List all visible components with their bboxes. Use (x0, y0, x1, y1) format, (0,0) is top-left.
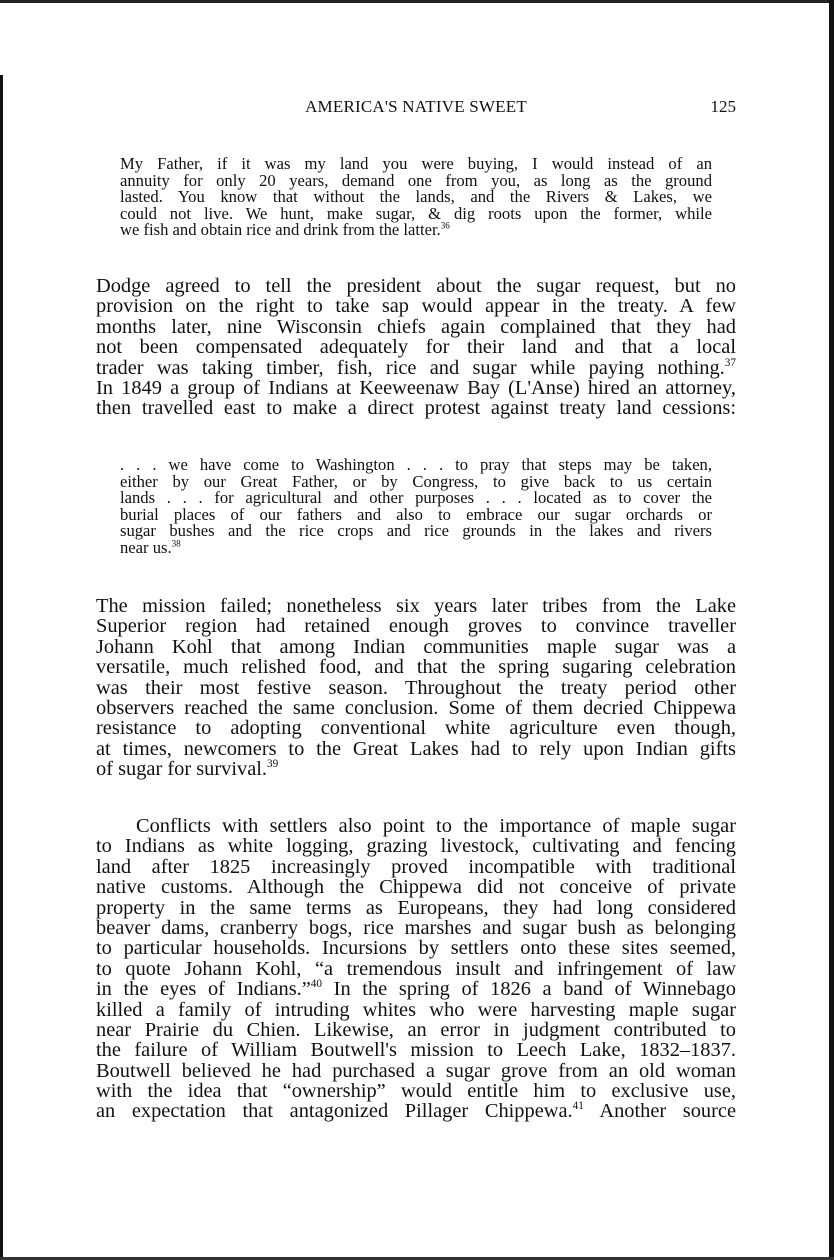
quote-line-text: near us. (120, 537, 172, 557)
running-head (96, 97, 736, 121)
body-line: to quote Johann Kohl, “a tremendous insult and infringement of law (96, 957, 736, 980)
body-line: land after 1825 increasingly proved incompatible with traditional (96, 855, 736, 878)
body-line: then travelled east to make a direct protest against treaty land cessions: (96, 397, 736, 420)
body-line: killed a family of intruding whites who were harvesting maple sugar (96, 998, 736, 1021)
body-line: Superior region had retained enough groves to convince traveller (96, 615, 736, 638)
body-line: Johann Kohl that among Indian communities maple sugar was a (96, 635, 736, 658)
quote-line-text: we fish and obtain rice and drink from the latter. (120, 220, 441, 240)
body-line: resistance to adopting conventional white agriculture even though, (96, 717, 736, 740)
footnote-ref: 38 (171, 538, 181, 549)
quote-line: burial places of our fathers and also to embrace our sugar orchards or (120, 504, 712, 524)
quote-line: either by our Great Father, or by Congress, to give back to us certain (120, 471, 712, 491)
quote-line: My Father, if it was my land you were buying, I would instead of an (120, 154, 712, 173)
body-line: Boutwell believed he had purchased a sugar grove from an old woman (96, 1059, 736, 1082)
body-line: the failure of William Boutwell's mission to Leech Lake, 1832–1837. (96, 1039, 736, 1062)
quote-line: sugar bushes and the rice crops and rice grounds in the lakes and rivers (120, 521, 712, 541)
body-line-text: in the eyes of Indians.” (96, 978, 311, 1001)
body-line-text: trader was taking timber, fish, rice and sugar while paying nothing. (96, 356, 725, 379)
body-line: versatile, much relished food, and that the spring sugaring celebration (96, 656, 736, 679)
body-line: with the idea that “ownership” would entitle him to exclusive use, (96, 1080, 736, 1103)
body-line-text: an expectation that antagonized Pillager Chippewa. (96, 1100, 573, 1123)
quote-line: annuity for only 20 years, demand one from you, as long as the ground (120, 170, 712, 190)
body-line: to particular households. Incursions by settlers onto these sites seemed, (96, 937, 736, 960)
scan-edge-left (0, 75, 3, 1260)
body-line: observers reached the same conclusion. Some of them decried Chippewa (96, 696, 736, 719)
body-line: Dodge agreed to tell the president about the sugar request, but no (96, 275, 736, 297)
body-line: to Indians as white logging, grazing livestock, cultivating and fencing (96, 835, 736, 858)
footnote-ref: 39 (267, 758, 279, 771)
body-line-text: of sugar for survival. (96, 758, 268, 781)
body-line: The mission failed; nonetheless six years later tribes from the Lake (96, 595, 736, 617)
body-line: was their most festive season. Throughout the treaty period other (96, 676, 736, 699)
footnote-ref: 37 (724, 356, 736, 369)
running-head-title: AMERICA'S NATIVE SWEET (305, 97, 527, 116)
scan-edge-top (0, 0, 834, 3)
body-line (96, 757, 736, 781)
body-line: Conflicts with settlers also point to the importance of maple sugar (136, 815, 736, 837)
body-line: not been compensated adequately for their land and that a local (96, 336, 736, 359)
footnote-ref: 36 (440, 220, 450, 231)
paragraph-3 (96, 814, 736, 1123)
body-line: beaver dams, cranberry bogs, rice marshes and sugar bush as belonging (96, 916, 736, 939)
paragraph-2 (96, 594, 736, 781)
body-line: In 1849 a group of Indians at Keeweenaw Bay (L'Anse) hired an attorney, (96, 376, 736, 399)
body-line: property in the same terms as Europeans, they had long considered (96, 896, 736, 919)
footnote-ref: 41 (572, 1100, 584, 1113)
body-line (96, 977, 736, 1001)
block-quote-1 (120, 153, 712, 240)
footnote-ref: 40 (310, 978, 322, 991)
quote-line: . . . we have come to Washington . . . to pray that steps may be taken, (120, 455, 712, 474)
body-line: provision on the right to take sap would appear in the treaty. A few (96, 295, 736, 318)
body-line: native customs. Although the Chippewa did not conceive of private (96, 876, 736, 899)
quote-line: lands . . . for agricultural and other purposes . . . located as to cover the (120, 488, 712, 508)
body-line-text: Another source (583, 1100, 736, 1123)
body-line (96, 1099, 736, 1123)
body-line: at times, newcomers to the Great Lakes had to rely upon Indian gifts (96, 737, 736, 760)
body-line (96, 356, 736, 379)
body-line: months later, nine Wisconsin chiefs again complained that they had (96, 315, 736, 338)
block-quote-2 (120, 454, 712, 557)
quote-line: lasted. You know that without the lands, and the Rivers & Lakes, we (120, 187, 712, 207)
body-line: near Prairie du Chien. Likewise, an error in judgment contributed to (96, 1018, 736, 1041)
page-number: 125 (710, 97, 736, 116)
body-line-text: In the spring of 1826 a band of Winnebago (322, 978, 736, 1001)
scan-edge-right (829, 0, 834, 1260)
paragraph-1 (96, 274, 736, 420)
quote-line: could not live. We hunt, make sugar, & dig roots upon the former, while (120, 203, 712, 223)
